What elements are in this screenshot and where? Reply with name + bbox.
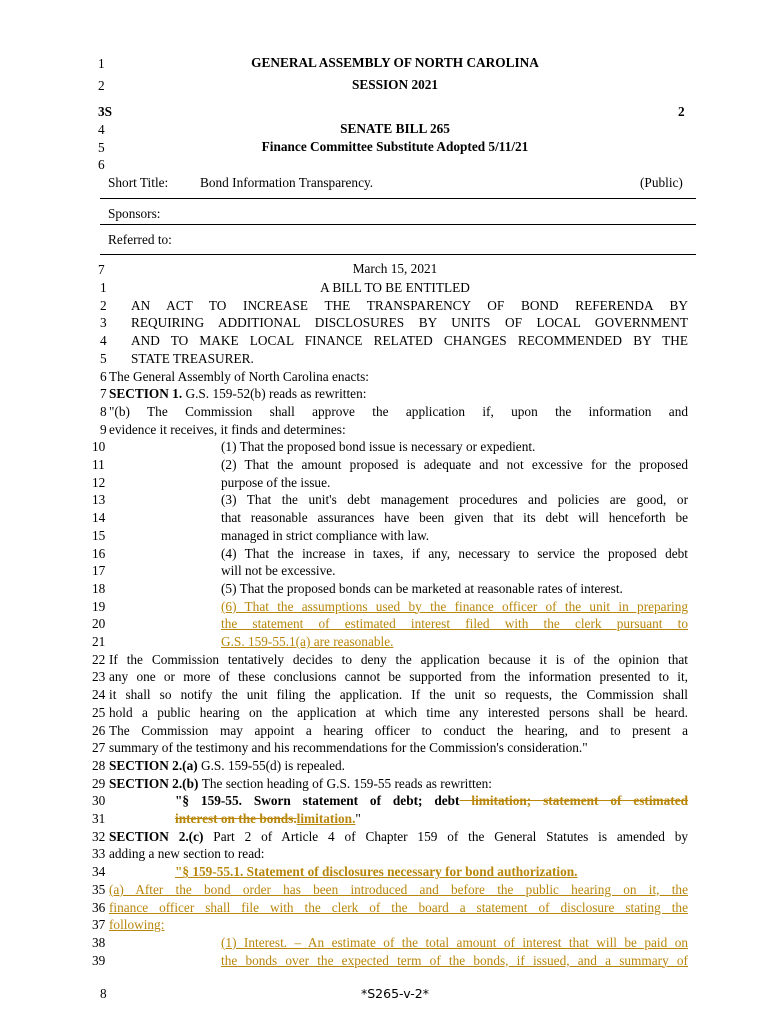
text: (3) That the unit's debt management procedures and policies are good, or [221, 492, 688, 508]
text: Part 2 of Article 4 of Chapter 159 of the General Statutes is amended by [213, 828, 688, 844]
bill-text-line [109, 722, 688, 740]
bill-text-line [109, 668, 688, 686]
bill-text-line [109, 686, 688, 704]
line-number: 18 [92, 580, 106, 596]
session-heading: SESSION 2021 [351, 77, 439, 92]
line-number: 14 [92, 510, 106, 526]
line-number: 20 [92, 616, 106, 632]
line-number: 6 [100, 368, 107, 384]
bill-text-line [131, 297, 688, 315]
text: the statement of estimated interest filed with the clerk pursuant to [221, 616, 688, 632]
bill-text-line [221, 952, 688, 970]
divider [100, 198, 696, 199]
bill-text-line [109, 775, 688, 793]
text: finance officer shall file with the clerk of the board a statement of disclosure stating the [109, 899, 688, 915]
bill-text-line [131, 314, 688, 332]
text: "(b) The Commission shall approve the application if, upon the information and [109, 403, 688, 419]
line-number: 32 [92, 828, 106, 844]
bill-text-line [221, 580, 688, 598]
bill-text-line [175, 863, 688, 881]
line-number: 1 [100, 280, 107, 295]
text: "§ 159-55.1. Statement of disclosures necessary for bond authorization. [175, 864, 578, 880]
line-number: 39 [92, 952, 106, 968]
text: "§ 159-55. Sworn statement of debt; debt [175, 793, 460, 809]
text: managed in strict compliance with law. [221, 527, 430, 543]
line-number: 19 [92, 598, 106, 614]
bill-code: *S265-v-2* [361, 986, 429, 1001]
bill-text-line [109, 651, 688, 669]
line-number: 4 [100, 333, 107, 349]
line-number: 16 [92, 545, 106, 561]
bill-text-line [221, 934, 688, 952]
line-number: 37 [92, 917, 106, 933]
bill-text-line [109, 828, 688, 846]
referred-label: Referred to: [108, 232, 172, 247]
bill-text-line [221, 545, 688, 563]
bill-date: March 15, 2021 [352, 261, 438, 276]
bill-text-line [109, 916, 688, 934]
bill-text-line [100, 279, 690, 297]
page-number: 8 [100, 986, 107, 1001]
bill-text-line [109, 739, 688, 757]
deleted-text: limitation; statement of estimated [459, 793, 689, 809]
short-title-label: Short Title: [108, 175, 169, 190]
line-number: 10 [92, 439, 106, 455]
bill-text-line [221, 633, 688, 651]
bill-text-line [221, 509, 688, 527]
bill-text-line [109, 704, 688, 722]
text: (2) That the amount proposed is adequate and not excessive for the proposed [221, 457, 688, 472]
text: adding a new section to read: [109, 846, 265, 862]
substitute-line: Finance Committee Substitute Adopted 5/11/21 [261, 139, 529, 154]
line-number: 22 [92, 651, 106, 667]
text: summary of the testimony and his recommendations for the Commission's consideration." [109, 740, 588, 756]
public-tag: (Public) [640, 175, 683, 190]
bill-text-line [221, 474, 688, 492]
line-number: 6 [98, 157, 105, 172]
line-number: 26 [92, 722, 106, 738]
line-number: 25 [92, 704, 106, 720]
line-number: 9 [100, 421, 107, 437]
bill-text-line [109, 403, 688, 421]
bill-text-line [109, 757, 688, 775]
text: AN ACT TO INCREASE THE TRANSPARENCY OF BOND REFERENDA BY [131, 297, 688, 313]
text: A BILL TO BE ENTITLED [320, 280, 470, 295]
line-number: 2 [100, 297, 107, 313]
text: hold a public hearing on the application at which time any interested persons shall be heard. [109, 704, 688, 720]
text: AND TO MAKE LOCAL FINANCE RELATED CHANGES RECOMMENDED BY THE [131, 333, 688, 349]
line-number: 27 [92, 740, 106, 756]
bill-text-line [221, 438, 688, 456]
bill-text-line [109, 421, 688, 439]
short-title: Bond Information Transparency. [200, 175, 374, 190]
divider [100, 254, 696, 255]
text: If the Commission tentatively decides to deny the application because it is of the opinion that [109, 651, 688, 667]
text: any one or more of these conclusions cannot be supported from the information presented to it, [109, 669, 688, 685]
bill-text-line [221, 562, 688, 580]
bill-text-line [175, 810, 688, 828]
bill-title: SENATE BILL 265 [340, 121, 450, 136]
line-number: 28 [92, 757, 106, 773]
line-number: 12 [92, 474, 106, 490]
line-number: 21 [92, 634, 106, 649]
sponsors-label: Sponsors: [108, 206, 161, 221]
line-number: 1 [98, 56, 105, 71]
assembly-heading: GENERAL ASSEMBLY OF NORTH CAROLINA [251, 55, 539, 70]
line-number: 33 [92, 846, 106, 862]
text: purpose of the issue. [221, 474, 331, 490]
deleted-text: interest on the bonds. [175, 811, 297, 826]
section-label: SECTION 1. [109, 386, 186, 402]
line-number: 2 [98, 78, 105, 93]
text: " [355, 811, 361, 826]
line-number: 15 [92, 527, 106, 543]
line-number: 4 [98, 122, 105, 137]
line-number: 38 [92, 934, 106, 950]
text: G.S. 159-52(b) reads as rewritten: [185, 386, 367, 402]
bill-text-line [131, 332, 688, 350]
chamber-marker: 3S [98, 104, 113, 119]
inserted-text: limitation. [296, 811, 356, 826]
bill-text-line [109, 845, 688, 863]
bill-text-line [221, 598, 688, 616]
line-number: 13 [92, 492, 106, 508]
text: (1) That the proposed bond issue is necessary or expedient. [221, 439, 536, 455]
bill-text-line [109, 385, 688, 403]
line-number: 5 [100, 350, 107, 366]
line-number: 24 [92, 687, 106, 703]
text: (4) That the increase in taxes, if any, necessary to service the proposed debt [221, 545, 688, 561]
version-number: 2 [678, 104, 685, 119]
bill-text-line [221, 456, 688, 474]
bill-text-line [109, 881, 688, 899]
text: The Commission may appoint a hearing officer to conduct the hearing, and to present a [109, 722, 688, 738]
line-number: 30 [92, 793, 106, 809]
bill-text-line [221, 527, 688, 545]
bill-text-line [109, 899, 688, 917]
text: STATE TREASURER. [131, 350, 254, 366]
text: (5) That the proposed bonds can be marketed at reasonable rates of interest. [221, 580, 623, 596]
bill-text-line [109, 368, 688, 386]
line-number: 17 [92, 563, 106, 579]
line-number: 8 [100, 403, 107, 419]
text: The General Assembly of North Carolina enacts: [109, 368, 369, 384]
line-number: 23 [92, 669, 106, 685]
line-number: 29 [92, 775, 106, 791]
bill-text-line [175, 792, 688, 810]
bill-text-line [221, 491, 688, 509]
text: following: [109, 917, 165, 933]
text: the bonds over the expected term of the bonds, if issued, and a summary of [221, 952, 688, 968]
text: will not be excessive. [221, 563, 336, 579]
line-number: 31 [92, 811, 106, 826]
text: (a) After the bond order has been introduced and before the public hearing on it, the [109, 881, 688, 897]
line-number: 34 [92, 864, 106, 880]
text: G.S. 159-55.1(a) are reasonable. [221, 634, 394, 649]
bill-text-line [221, 615, 688, 633]
line-number: 7 [100, 386, 107, 402]
line-number: 35 [92, 881, 106, 897]
text: (6) That the assumptions used by the finance officer of the unit in preparing [221, 598, 688, 614]
section-label: SECTION 2.(a) [109, 757, 201, 773]
text: G.S. 159-55(d) is repealed. [200, 757, 345, 773]
text: evidence it receives, it finds and determines: [109, 421, 346, 437]
text: that reasonable assurances have been given that its debt will henceforth be [221, 510, 688, 526]
line-number: 5 [98, 140, 105, 155]
line-number: 7 [98, 262, 105, 277]
line-number: 11 [92, 457, 105, 472]
text: The section heading of G.S. 159-55 reads as rewritten: [201, 775, 492, 791]
line-number: 3 [100, 315, 107, 331]
bill-text-line [131, 350, 688, 368]
text: REQUIRING ADDITIONAL DISCLOSURES BY UNITS OF LOCAL GOVERNMENT [131, 315, 688, 331]
section-label: SECTION 2.(b) [109, 775, 202, 791]
line-number: 36 [92, 899, 106, 915]
divider [100, 224, 696, 225]
section-label: SECTION 2.(c) [109, 828, 214, 844]
text: it shall so notify the unit filing the application. If the unit so requests, the Commission shall [109, 687, 688, 703]
text: (1) Interest. – An estimate of the total amount of interest that will be paid on [221, 934, 688, 950]
